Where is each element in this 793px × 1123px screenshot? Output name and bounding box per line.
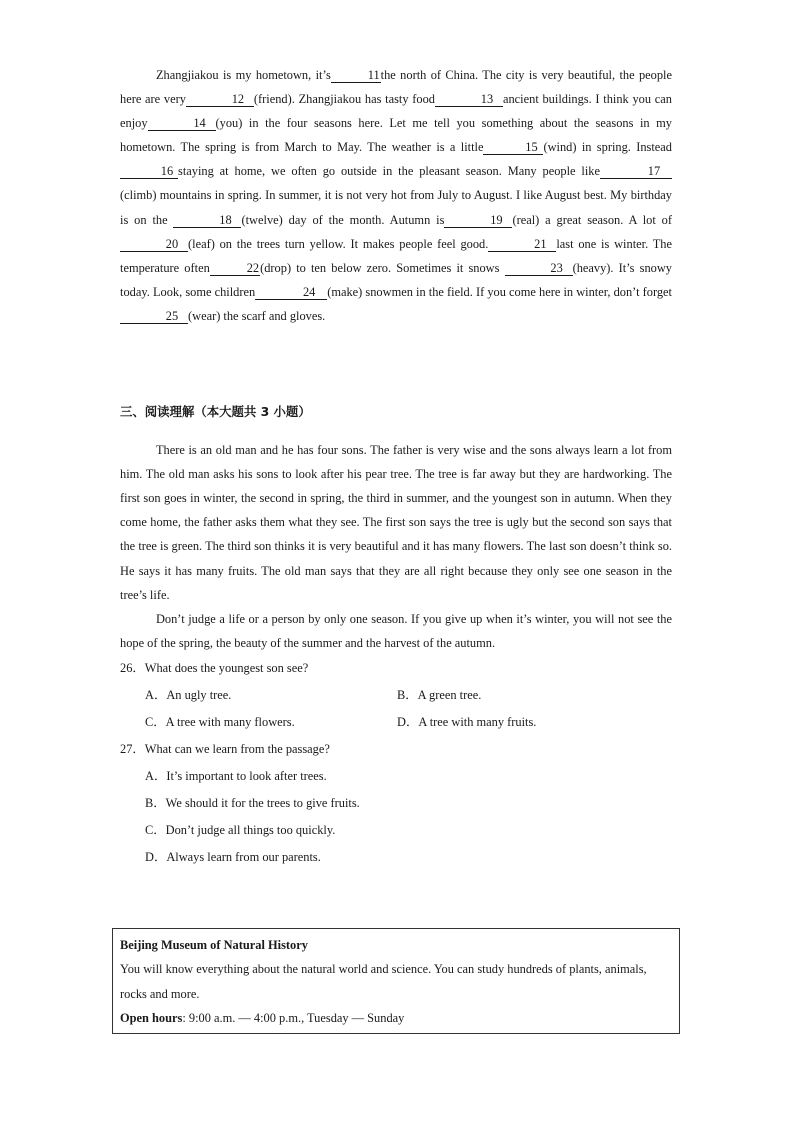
option-27-d: D．Always learn from our parents. bbox=[145, 850, 321, 865]
blank-16[interactable]: 16 bbox=[120, 165, 178, 179]
hours-value: : 9:00 a.m. — 4:00 p.m., Tuesday — Sunday bbox=[182, 1010, 405, 1025]
notice-body: You will know everything about the natural world and science. You can study hundreds of plants, animals, rocks and more. bbox=[120, 962, 647, 1001]
worksheet-page bbox=[120, 63, 672, 872]
cloze-text: (make) snowmen in the field. If you come here in winter, don’t forget bbox=[327, 284, 672, 299]
question-27-options bbox=[145, 763, 672, 872]
option-27-b: B．We should it for the trees to give fruits. bbox=[145, 796, 360, 811]
blank-19[interactable]: 19 bbox=[444, 214, 512, 228]
question-26: 26．What does the youngest son see? bbox=[120, 660, 309, 675]
blank-25[interactable]: 25 bbox=[120, 310, 188, 324]
museum-notice-box bbox=[112, 928, 680, 1034]
reading-paragraph-2: Don’t judge a life or a person by only one season. If you give up when it’s winter, you will not see the hope of the spring, the beauty of the summer and the harvest of the autumn. bbox=[120, 611, 672, 650]
option-26-d: D．A tree with many fruits. bbox=[397, 714, 537, 729]
blank-18[interactable]: 18 bbox=[173, 214, 241, 228]
blank-12[interactable]: 12 bbox=[186, 93, 254, 107]
notice-hours bbox=[120, 1006, 672, 1030]
cloze-text: last one is winter. The temperature often bbox=[120, 236, 673, 275]
hours-label: Open hours bbox=[120, 1010, 183, 1025]
option-26-c: C．A tree with many flowers. bbox=[145, 714, 295, 729]
section-title: 三、阅读理解（本大题共 3 小题） bbox=[120, 404, 311, 420]
option-27-a: A．It’s important to look after trees. bbox=[145, 768, 327, 783]
blank-17[interactable]: 17 bbox=[600, 165, 672, 179]
cloze-text: (twelve) day of the month. Autumn is bbox=[241, 212, 445, 227]
cloze-text: (drop) to ten below zero. Sometimes it snows bbox=[260, 260, 505, 275]
blank-11[interactable]: 11 bbox=[331, 69, 381, 83]
blank-15[interactable]: 15 bbox=[483, 141, 543, 155]
cloze-text: (friend). Zhangjiakou has tasty food bbox=[253, 92, 435, 107]
cloze-text: staying at home, we often go outside in the pleasant season. Many people like bbox=[178, 164, 600, 179]
cloze-text: the north of China. The city is very beautiful, the people here are very bbox=[120, 68, 672, 107]
blank-24[interactable]: 24 bbox=[255, 286, 327, 300]
option-26-b: B．A green tree. bbox=[397, 687, 482, 702]
blank-23[interactable]: 23 bbox=[505, 262, 573, 276]
cloze-text: (real) a great season. A lot of bbox=[512, 212, 672, 227]
reading-paragraph-1: There is an old man and he has four sons. The father is very wise and the sons always learn a lot from him. The old man asks his sons to look after his pear tree. The tree is far away but they are hardworking. The first son goes in winter, the second in spring, the third in summer, and the youngest son in autumn. When they come home, the father asks them what they see. The first son says the tree is ugly but the second son says that the tree is green. The third son thinks it is very beautiful and it has many flowers. The last son doesn’t think so. He says it has many fruits. The old man says that they are all right because they only see one season in the tree’s life. bbox=[120, 443, 672, 602]
option-26-a: A．An ugly tree. bbox=[145, 687, 232, 702]
blank-13[interactable]: 13 bbox=[435, 93, 503, 107]
blank-22[interactable]: 22 bbox=[210, 262, 260, 276]
cloze-text: (wind) in spring. Instead bbox=[543, 140, 672, 155]
cloze-text: (leaf) on the trees turn yellow. It makes people feel good. bbox=[188, 236, 489, 251]
question-26-options bbox=[145, 682, 672, 736]
blank-20[interactable]: 20 bbox=[120, 238, 188, 252]
cloze-text: (wear) the scarf and gloves. bbox=[188, 308, 326, 323]
cloze-text: (climb) mountains in spring. In summer, it is not very hot from July to August. I like August best. My birthday is on the bbox=[120, 188, 672, 227]
cloze-passage bbox=[120, 63, 672, 328]
notice-title: Beijing Museum of Natural History bbox=[120, 938, 308, 952]
cloze-text: Zhangjiakou is my hometown, it’s bbox=[155, 68, 331, 82]
question-27: 27．What can we learn from the passage? bbox=[120, 741, 330, 756]
cloze-text: ancient buildings. I think you can enjoy bbox=[120, 92, 672, 131]
option-27-c: C．Don’t judge all things too quickly. bbox=[145, 823, 336, 838]
cloze-text: (heavy). It’s snowy today. Look, some children bbox=[120, 260, 672, 299]
blank-14[interactable]: 14 bbox=[148, 117, 216, 131]
cloze-text: (you) in the four seasons here. Let me tell you something about the seasons in my hometown. The spring is from March to May. The weather is a little bbox=[120, 116, 672, 155]
blank-21[interactable]: 21 bbox=[488, 238, 556, 252]
